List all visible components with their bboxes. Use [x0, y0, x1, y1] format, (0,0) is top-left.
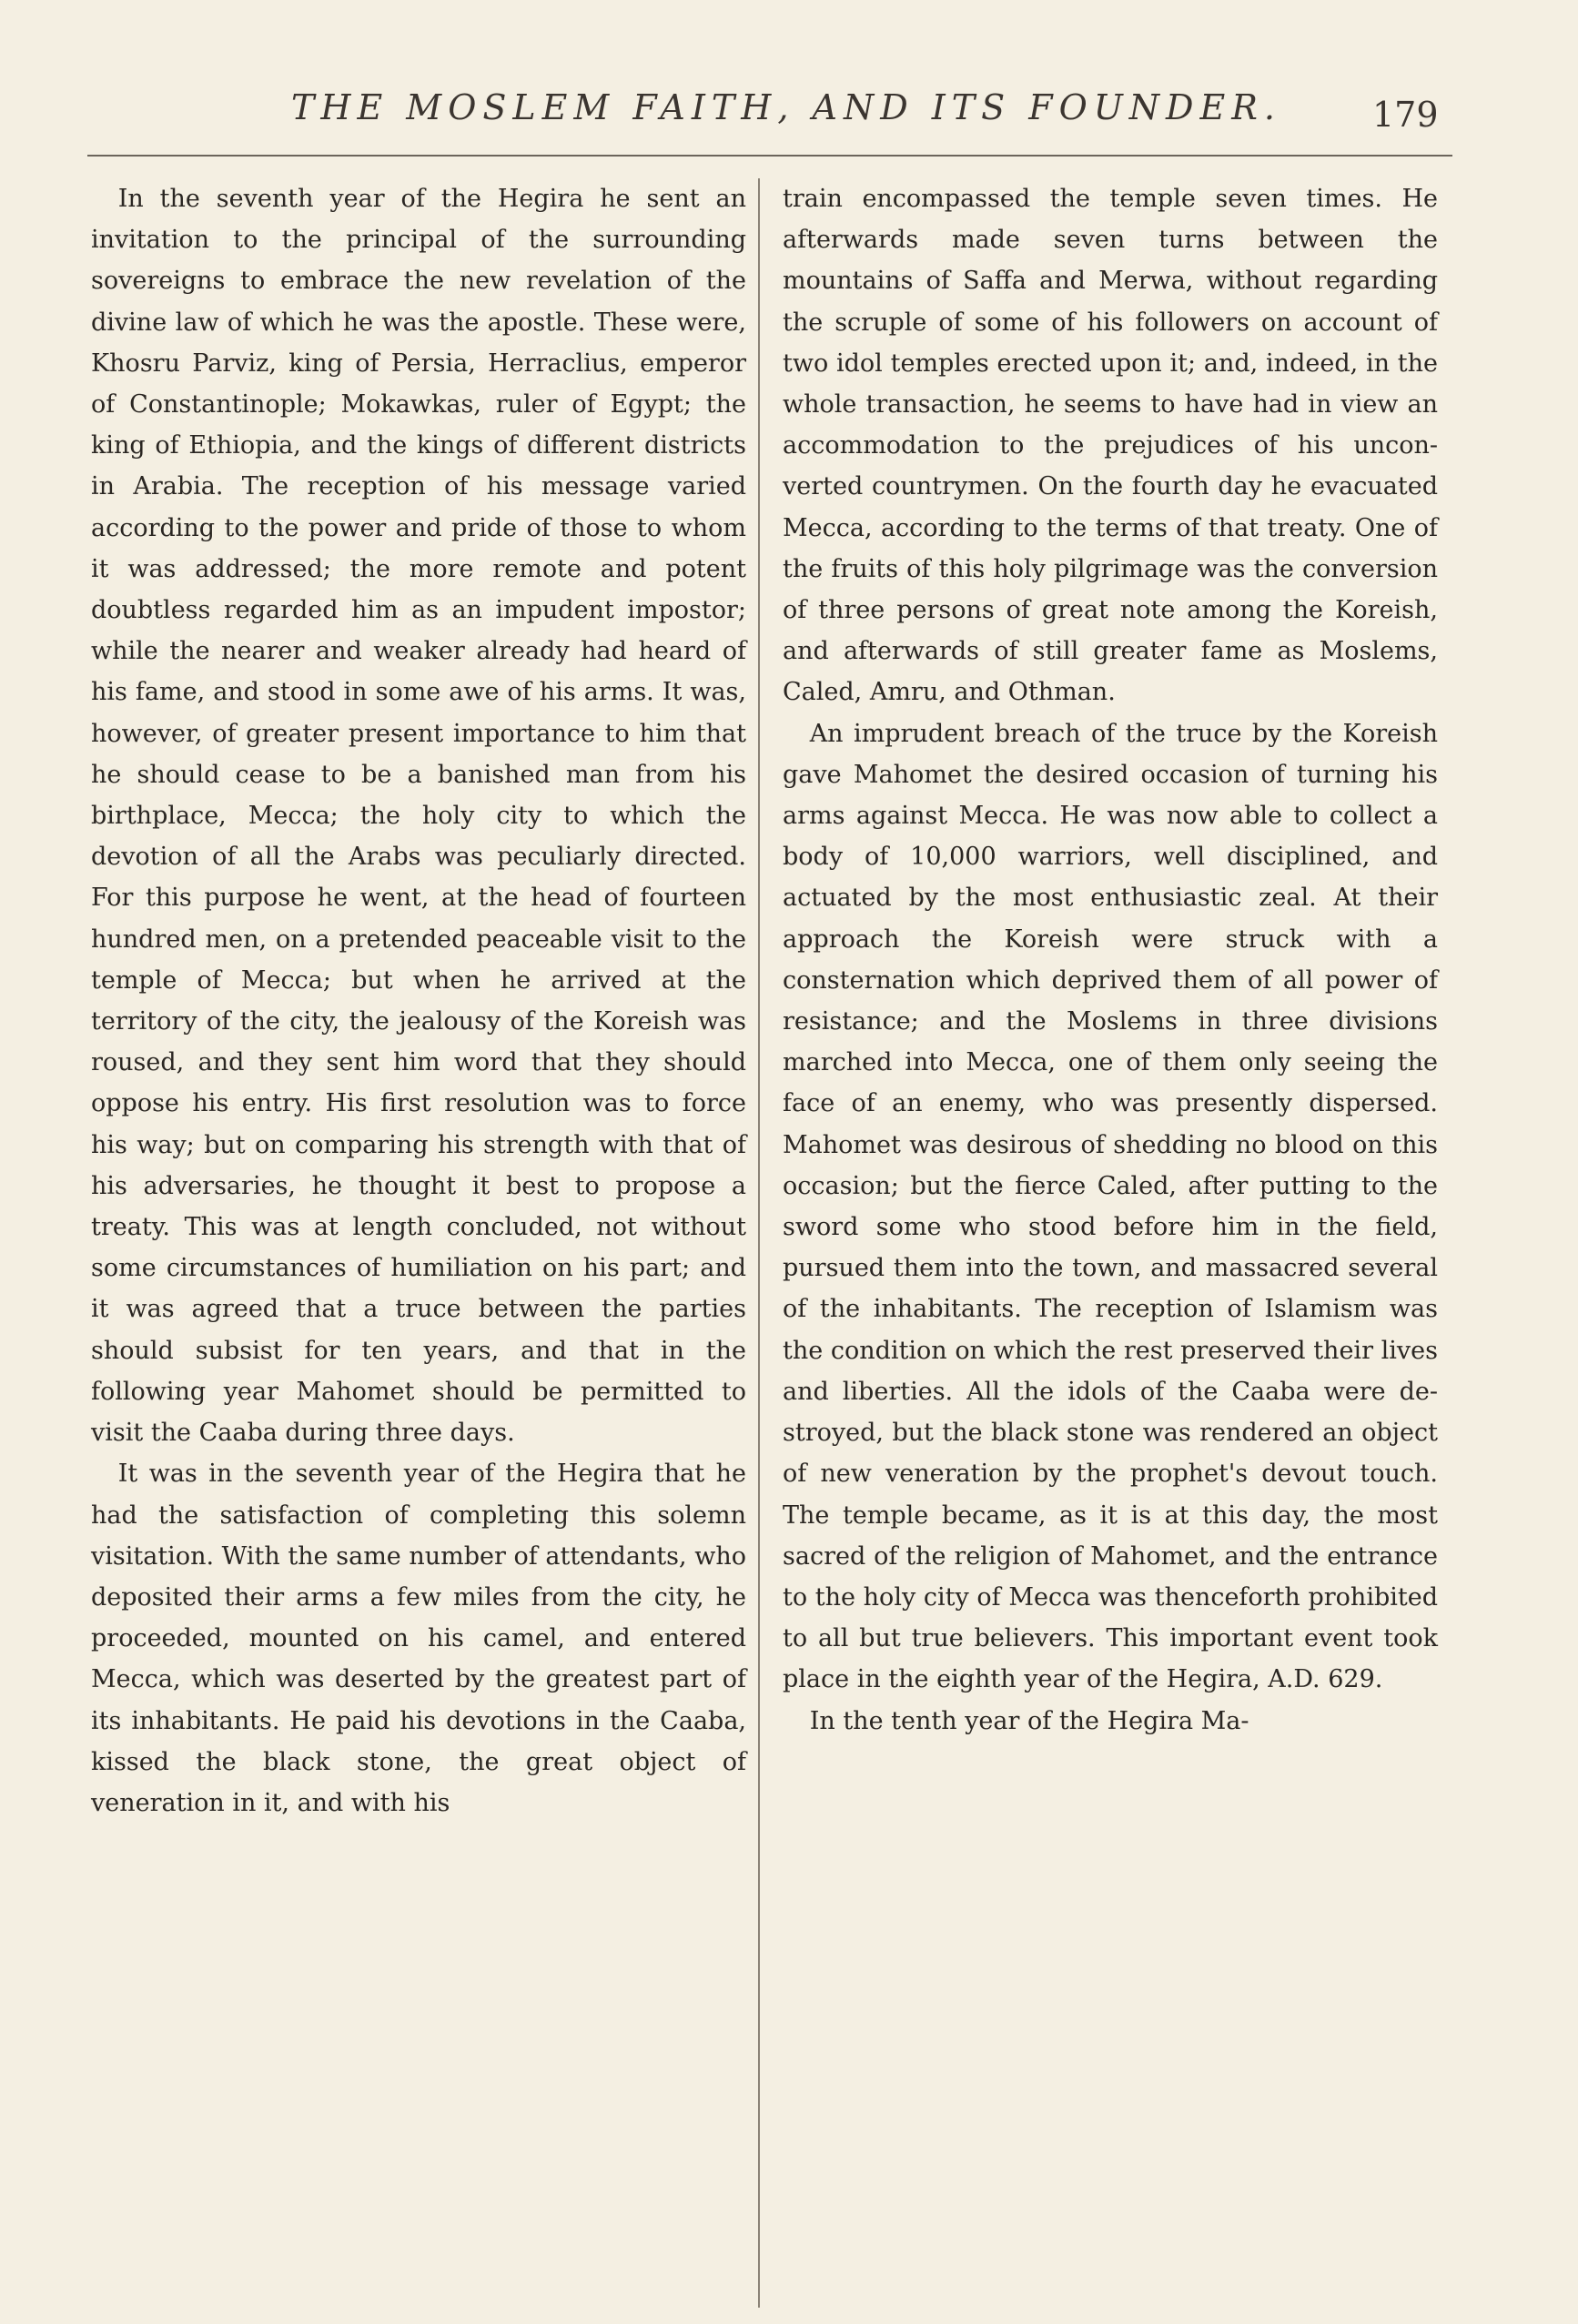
left-column	[91, 178, 746, 1824]
paragraph: An imprudent breach of the truce by the Koreish gave Mahomet the desired occasion of turning his arms against Mecca. He was now able to collect a body of 10,000 warriors, well disciplined, and actuated by the most enthusiastic zeal. At their approach the Koreish were struck with a consternation which deprived them of all power of resistance; and the Moslems in three divisions marched into Mecca, one of them only seeing the face of an enemy, who was presently dispersed. Mahomet was desirous of shedding no blood on this occasion; but the fierce Caled, after putting to the sword some who stood before him in the field, pursued them into the town, and massacred several of the inhabitants. The reception of Islamism was the condition on which the rest preserved their lives and liberties. All the idols of the Caaba were destroyed, but the black stone was rendered an object of new veneration by the prophet's devout touch. The temple became, as it is at this day, the most sacred of the religion of Mahomet, and the entrance to the holy city of Mecca was thenceforth prohibited to all but true believers. This important event took place in the eighth year of the Hegira, A.D. 629.	[783, 719, 1438, 1694]
right-column	[783, 178, 1438, 1742]
column-divider	[758, 178, 760, 2308]
header-rule	[87, 155, 1452, 157]
paragraph: In the seventh year of the Hegira he sent an invitation to the principal of the surrounding sovereigns to embrace the new revelation of the divine law of which he was the apostle. These were, Khosru Parviz, king of Persia, Herraclius, emperor of Constantinople; Mokawkas, ruler of Egypt; the king of Ethiopia, and the kings of different districts in Arabia. The reception of his message varied according to the power and pride of those to whom it was addressed; the more remote and potent doubtless regarded him as an impudent impostor; while the nearer and weaker already had heard of his fame, and stood in some awe of his arms. It was, however, of greater present importance to him that he should cease to be a banished man from his birthplace, Mecca; the holy city to which the devotion of all the Arabs was peculiarly directed. For this purpose he went, at the head of fourteen hundred men, on a pretended peaceable visit to the temple of Mecca; but when he arrived at the territory of the city, the jealousy of the Koreish was roused, and they sent him word that they should oppose his entry. His first resolution was to force his way; but on comparing his strength with that of his adversaries, he thought it best to propose a treaty. This was at length concluded, not without some circumstances of humiliation on his part; and it was agreed that a truce between the parties should subsist for ten years, and that in the following year Mahomet should be permitted to visit the Caaba during three days.	[91, 185, 746, 1448]
paragraph: It was in the seventh year of the Hegira that he had the satisfaction of completing this solemn visitation. With the same number of attendants, who deposited their arms a few miles from the city, he proceeded, mounted on his camel, and entered Mecca, which was deserted by the greatest part of its inhabitants. He paid his devotions in the Caaba, kissed the black stone, the great object of veneration in it, and with his	[91, 1460, 746, 1817]
page-number: 179	[1372, 95, 1439, 135]
paragraph: In the tenth year of the Hegira Ma-	[809, 1706, 1249, 1735]
running-title: THE MOSLEM FAITH, AND ITS FOUNDER.	[291, 87, 1281, 127]
paragraph: train encompassed the temple seven times. He afterwards made seven turns between the mountains of Saffa and Merwa, without regarding the scruple of some of his followers on account of two idol temples erected upon it; and, indeed, in the whole transaction, he seems to have had in view an accommodation to the prejudices of his unconverted countrymen. On the fourth day he evacuated Mecca, according to the terms of that treaty. One of the fruits of this holy pilgrimage was the conversion of three persons of great note among the Koreish, and afterwards of still greater fame as Moslems, Caled, Amru, and Othman.	[783, 185, 1438, 707]
